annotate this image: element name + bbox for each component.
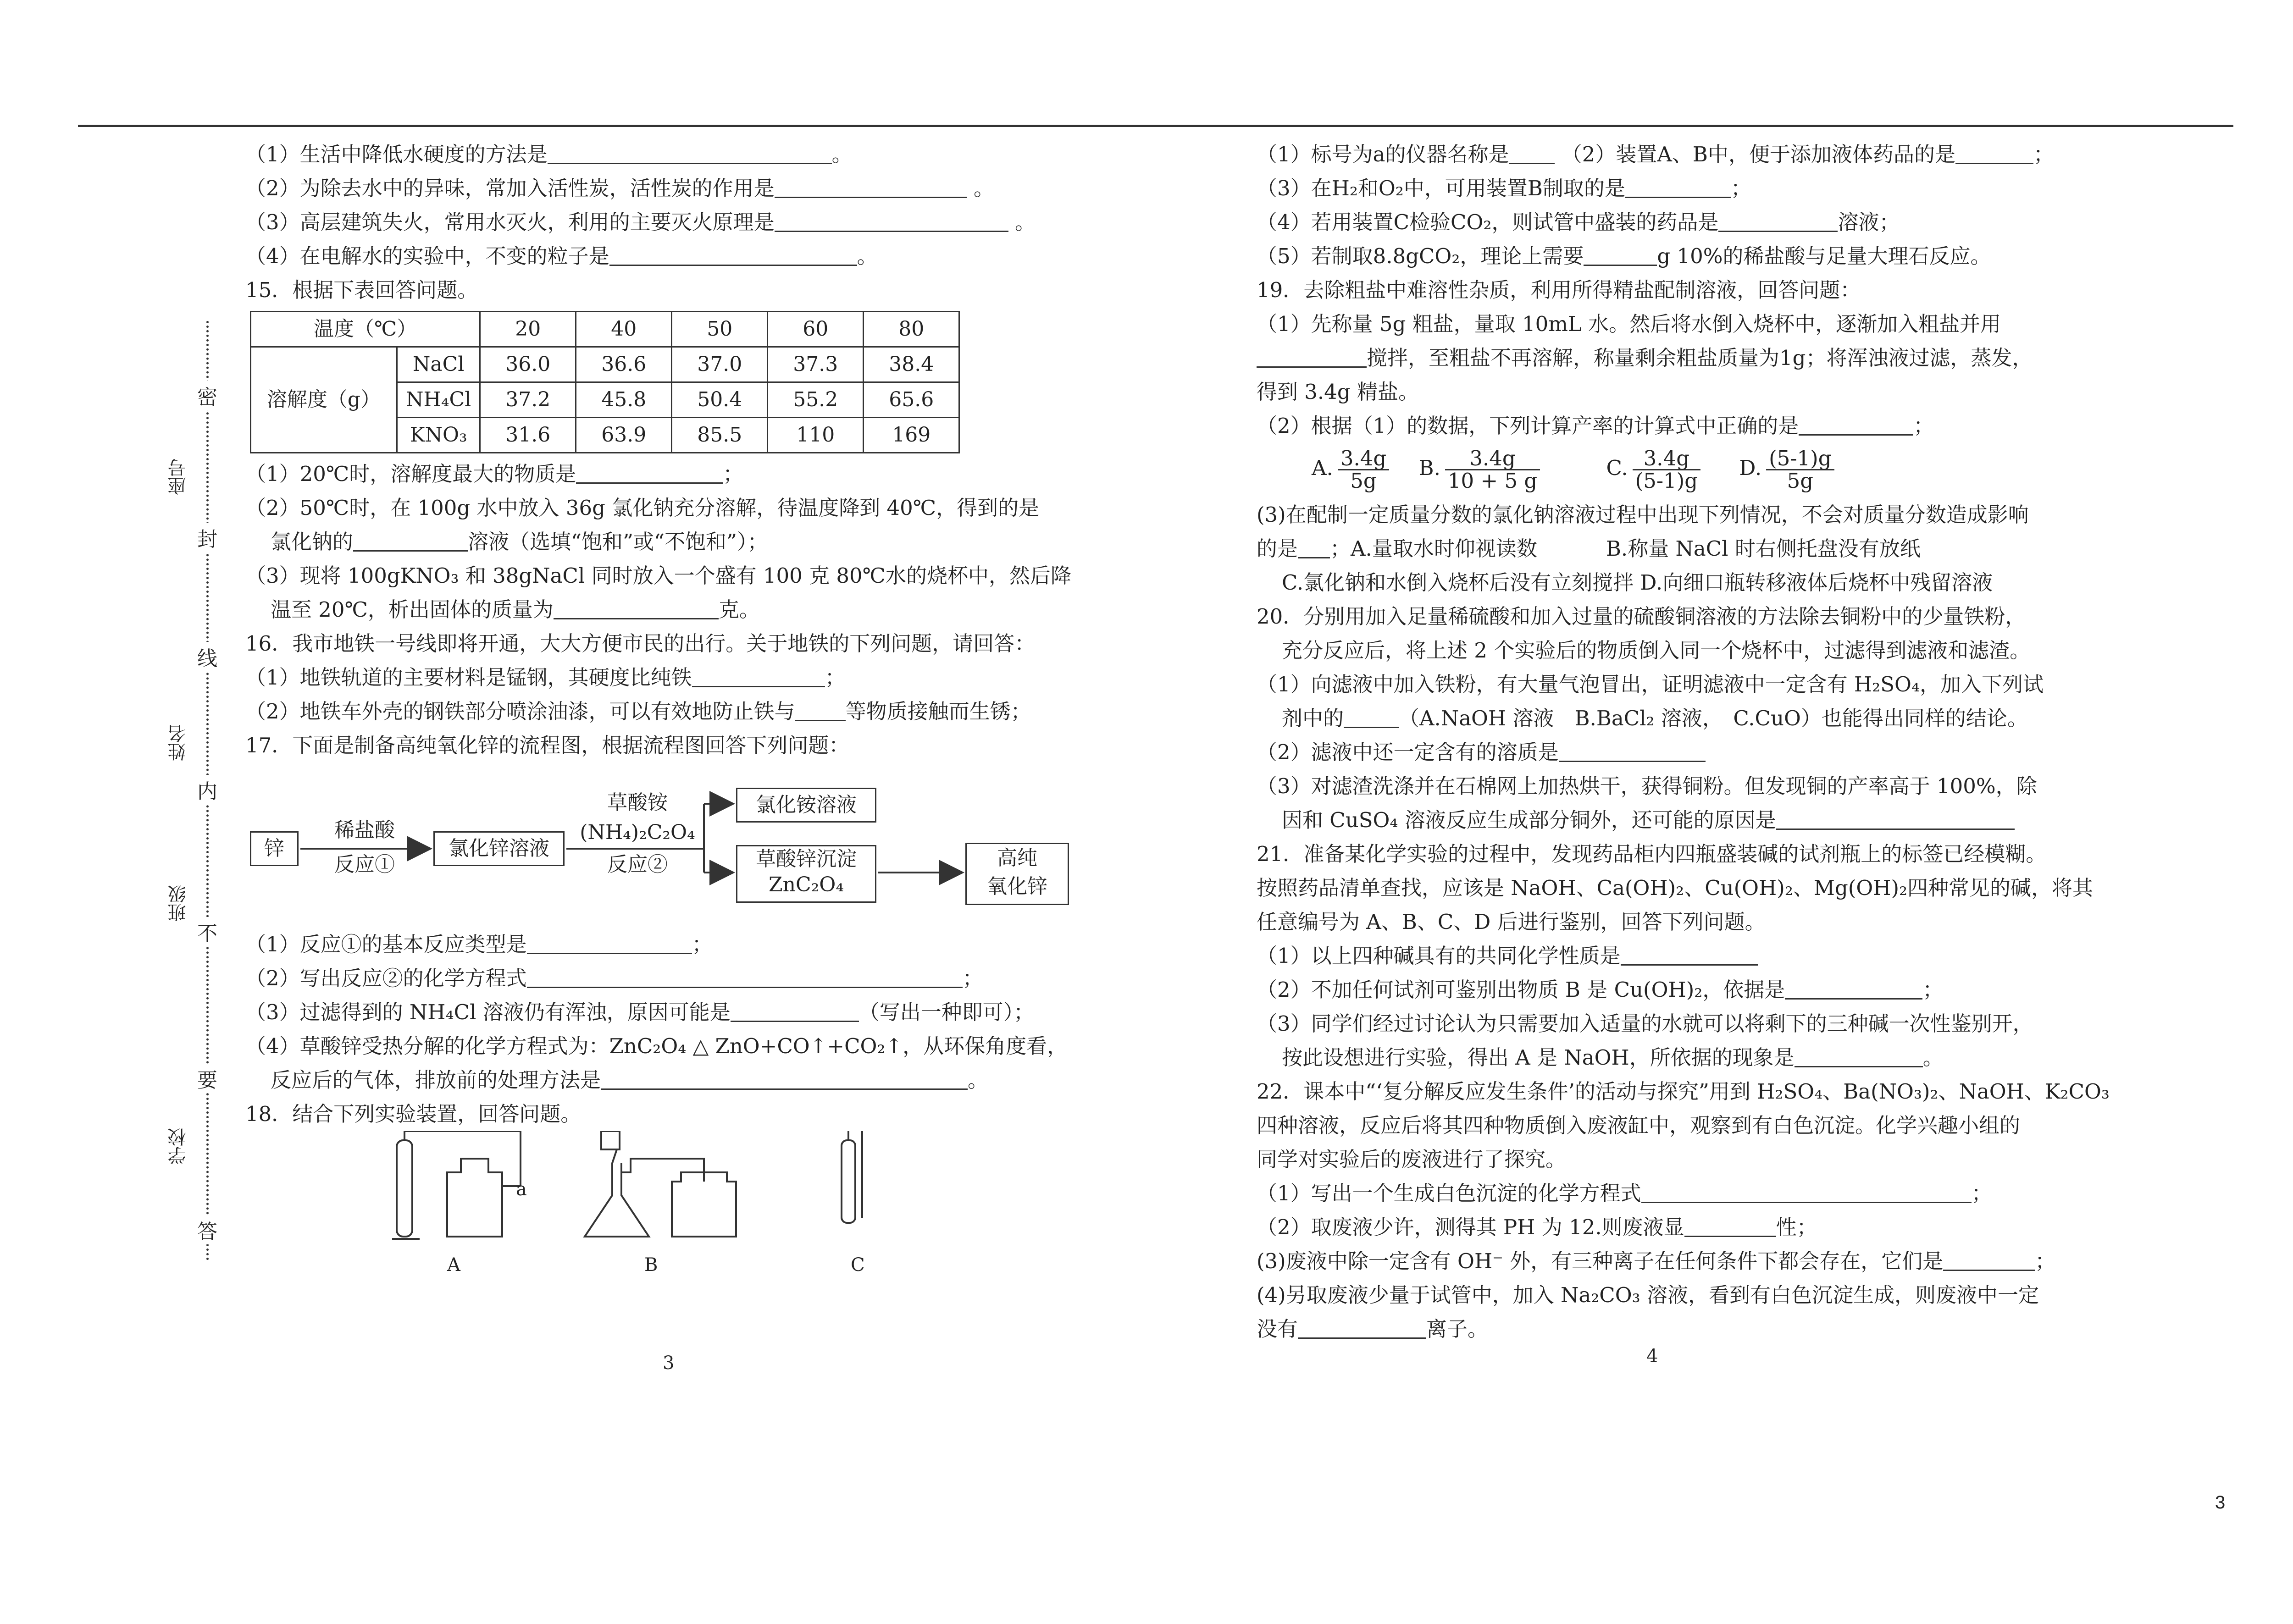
answer-blank[interactable] (1298, 533, 1330, 558)
reaction1-label: 反应① (334, 853, 395, 876)
answer-blank[interactable] (1298, 1314, 1426, 1339)
apparatus-figure (245, 1131, 1126, 1276)
question-line: （2）50℃时，在 100g 水中放入 36g 氯化钠充分溶解，待温度降到 40℃，得到的是 (245, 496, 1040, 520)
question-line: （3）高层建筑失火，常用水灭火，利用的主要灭火原理是 。 (245, 205, 1126, 239)
seal-word: 答 (197, 1215, 217, 1244)
question-line: 温至 20℃，析出固体的质量为 克。 (245, 593, 1126, 627)
seal-word: 要 (197, 1064, 217, 1093)
question-line: 氯化钠的 溶液（选填“饱和”或“不饱和”）； (245, 525, 1126, 559)
question-line: （1）生活中降低水硬度的方法是 。 (245, 138, 1126, 171)
zno-line2: 氧化锌 (987, 875, 1047, 898)
seal-word: 密 (197, 381, 217, 410)
value-cell: 65.6 (864, 382, 959, 418)
question-line: （2）滤液中还一定含有的溶质是 (1257, 735, 2155, 769)
answer-blank[interactable] (353, 526, 468, 552)
flowchart (245, 767, 1126, 923)
answer-blank[interactable] (609, 241, 857, 266)
question-line: （2）为除去水中的异味，常加入活性炭，活性炭的作用是 。 (245, 171, 1126, 205)
question-line: (4)另取废液少量于试管中，加入 Na₂CO₃ 溶液，看到有白色沉淀生成，则废液中一定 (1257, 1283, 2039, 1307)
option-c-fraction: $\frac{3.4g}{(5-1)g}$ (1633, 448, 1700, 492)
question-line: 按照药品清单查找，应该是 NaOH、Ca(OH)₂、Cu(OH)₂、Mg(OH)₂四种常见的碱，将其 (1257, 876, 2094, 900)
value-cell: 50.4 (672, 382, 768, 418)
value-cell: 63.9 (576, 418, 672, 453)
question-line: （1）以上四种碱具有的共同化学性质是 (1257, 939, 2155, 973)
option-b-label: B. (1418, 456, 1440, 480)
question-line: (3)在配制一定质量分数的氯化钠溶液过程中出现下列情况，不会对质量分数造成影响 (1257, 503, 2029, 527)
field-class: 班级 (168, 885, 189, 922)
question-line: 按此设想进行实验，得出 A 是 NaOH，所依据的现象是 。 (1257, 1041, 2155, 1075)
question-line: （3）同学们经过讨论认为只需要加入适量的水就可以将剩下的三种碱一次性鉴别开， (1257, 1011, 2033, 1036)
answer-blank[interactable] (1943, 1246, 2035, 1271)
binding-margin (151, 321, 243, 1261)
question-heading: 17．下面是制备高纯氧化锌的流程图，根据流程图回答下列问题： (245, 733, 850, 757)
znc2o4-formula: ZnC₂O₄ (769, 873, 844, 896)
value-cell: 36.0 (480, 347, 576, 382)
left-page (245, 138, 1126, 1276)
answer-blank[interactable] (554, 594, 719, 619)
zncl2-box: 氯化锌溶液 (433, 831, 565, 866)
question-line: C.氯化钠和水倒入烧杯后没有立刻搅拌 D.向细口瓶转移液体后烧杯中残留溶液 (1282, 570, 1993, 595)
value-cell: 110 (768, 418, 864, 453)
zno-line1: 高纯 (997, 846, 1037, 870)
question-line: （1）反应①的基本反应类型是 ； (245, 928, 1126, 961)
temp-cell: 40 (576, 312, 672, 347)
option-d-fraction: $\frac{(5-1)g}{5g}$ (1766, 448, 1834, 492)
label-a-mark: a (516, 1179, 527, 1200)
answer-blank[interactable] (1559, 737, 1706, 762)
temp-cell: 20 (480, 312, 576, 347)
question-heading: 20．分别用加入足量稀硫酸和加入过量的硫酸铜溶液的方法除去铜粉中的少量铁粉， (1257, 604, 2026, 629)
apparatus-b-caption: B (644, 1254, 658, 1276)
question-heading: 19．去除粗盐中难溶性杂质，利用所得精盐配制溶液，回答问题： (1257, 278, 1861, 302)
question-line: （1）向滤液中加入铁粉，有大量气泡冒出，证明滤液中一定含有 H₂SO₄，加入下列试 (1257, 672, 2044, 696)
answer-blank[interactable] (795, 696, 846, 721)
value-cell: 169 (864, 418, 959, 453)
answer-blank[interactable] (527, 963, 963, 988)
header-rule (78, 125, 2233, 127)
value-cell: 55.2 (768, 382, 864, 418)
field-seat: 座号 (168, 458, 189, 495)
question-line: 任意编号为 A、B、C、D 后进行鉴别，回答下列问题。 (1257, 910, 1766, 934)
right-page (1257, 138, 2155, 1346)
question-line: （3）过滤得到的 NH₄Cl 溶液仍有浑浊，原因可能是 （写出一种即可）； (245, 995, 1126, 1029)
value-cell: 38.4 (864, 347, 959, 382)
option-c-label: C. (1606, 456, 1628, 480)
seal-word: 封 (197, 523, 217, 552)
option-d-label: D. (1739, 456, 1762, 480)
answer-blank[interactable] (1641, 1178, 1972, 1203)
question-line: (3)废液中除一定含有 OH⁻ 外，有三种离子在任何条件下都会存在，它们是 ； (1257, 1244, 2155, 1278)
answer-blank[interactable] (1621, 940, 1758, 966)
answer-blank[interactable] (1684, 1212, 1776, 1237)
question-line: （4）若用装置C检验CO₂，则试管中盛装的药品是 溶液； (1257, 205, 2155, 239)
option-a-fraction: $\frac{3.4g}{5g}$ (1338, 448, 1389, 492)
zno-box (965, 843, 1069, 905)
question-heading: 15．根据下表回答问题。 (245, 278, 478, 302)
substance-cell: NH₄Cl (397, 382, 480, 418)
oxalate-formula: (NH₄)₂C₂O₄ (580, 821, 695, 844)
question-line: （5）若制取8.8gCO₂，理论上需要 g 10%的稀盐酸与足量大理石反应。 (1257, 239, 2155, 273)
answer-blank[interactable] (1257, 342, 1367, 368)
substance-cell: KNO₃ (397, 418, 480, 453)
value-cell: 37.2 (480, 382, 576, 418)
answer-blank[interactable] (548, 139, 832, 164)
field-name: 姓名 (168, 724, 189, 761)
question-heading: 21．准备某化学实验的过程中，发现药品柜内四瓶盛装碱的试剂瓶上的标签已经模糊。 (1257, 842, 2047, 866)
oxalate-label: 草酸铵 (607, 791, 668, 814)
acid-label: 稀盐酸 (334, 818, 395, 842)
reaction2-label: 反应② (607, 853, 668, 876)
question-line: 剂中的 （A.NaOH 溶液 B.BaCl₂ 溶液， C.CuO）也能得出同样的结论。 (1257, 702, 2155, 735)
temp-cell: 80 (864, 312, 959, 347)
question-heading: 16．我市地铁一号线即将开通，大大方便市民的出行。关于地铁的下列问题，请回答： (245, 631, 1036, 656)
page-number-left: 3 (663, 1353, 675, 1374)
question-line: （2）根据（1）的数据，下列计算产率的计算式中正确的是 ； (1257, 409, 2155, 443)
question-line: 充分反应后，将上述 2 个实验后的物质倒入同一个烧杯中，过滤得到滤液和滤渣。 (1282, 638, 2031, 663)
question-line: 同学对实验后的废液进行了探究。 (1257, 1147, 1567, 1171)
answer-blank[interactable] (1955, 139, 2033, 164)
apparatus-drawing (383, 1131, 979, 1269)
answer-blank[interactable] (576, 458, 723, 484)
value-cell: 37.3 (768, 347, 864, 382)
solubility-header: 溶解度（g） (251, 347, 397, 453)
answer-blank[interactable] (1776, 805, 2015, 830)
question-line: （1）先称量 5g 粗盐，量取 10mL 水。然后将水倒入烧杯中，逐渐加入粗盐并用 (1257, 312, 2001, 336)
answer-blank[interactable] (1509, 139, 1555, 164)
question-line: （4）在电解水的实验中，不变的粒子是 。 (245, 239, 1126, 273)
solubility-table (250, 311, 960, 453)
question-line: （2）写出反应②的化学方程式 ； (245, 961, 1126, 995)
answer-blank[interactable] (1785, 974, 1922, 1000)
question-line: （4）草酸锌受热分解的化学方程式为：ZnC₂O₄ △ ZnO+CO↑+CO₂↑，从环保角度看， (245, 1034, 1068, 1058)
answer-blank[interactable] (1344, 703, 1399, 728)
seal-word: 内 (197, 775, 217, 804)
apparatus-c-caption: C (851, 1254, 865, 1276)
znc2o4-box (736, 845, 876, 903)
question-line: （2）取废液少许，测得其 PH 为 12.则废液显 性； (1257, 1210, 2155, 1244)
option-a-label: A. (1312, 456, 1333, 480)
question-heading: 22．课本中“‘复分解反应发生条件’的活动与探究”用到 H₂SO₄、Ba(NO₃)₂、NaOH、K₂CO₃ (1257, 1079, 2110, 1104)
question-line: （3）对滤渣洗涤并在石棉网上加热烘干，获得铜粉。但发现铜的产率高于 100%，除 (1257, 774, 2037, 798)
temp-cell: 50 (672, 312, 768, 347)
question-line: 四种溶液，反应后将其四种物质倒入废液缸中，观察到有白色沉淀。化学兴趣小组的 (1257, 1113, 2021, 1138)
answer-blank[interactable] (601, 1065, 968, 1090)
answer-blank[interactable] (775, 207, 1008, 232)
value-cell: 85.5 (672, 418, 768, 453)
answer-blank[interactable] (527, 929, 692, 954)
seal-word: 线 (197, 642, 217, 671)
question-line: （1）20℃时，溶解度最大的物质是 ； (245, 457, 1126, 491)
answer-blank[interactable] (1799, 410, 1913, 436)
temp-cell: 60 (768, 312, 864, 347)
question-line: （2）地铁车外壳的钢铁部分喷涂油漆，可以有效地防止铁与 等物质接触而生锈； (245, 695, 1126, 729)
answer-blank[interactable] (731, 997, 859, 1022)
value-cell: 45.8 (576, 382, 672, 418)
nh4cl-box: 氯化铵溶液 (736, 788, 876, 823)
temp-header: 温度（℃） (251, 312, 480, 347)
sheet-number: 3 (2215, 1492, 2226, 1513)
question-line: （1）标号为a的仪器名称是 （2）装置A、B中，便于添加液体药品的是 ； (1257, 138, 2155, 171)
seal-word: 不 (197, 917, 217, 946)
answer-blank[interactable] (1625, 173, 1731, 198)
value-cell: 31.6 (480, 418, 576, 453)
question-line: （2）不加任何试剂可鉴别出物质 B 是 Cu(OH)₂，依据是 ； (1257, 973, 2155, 1007)
option-b-fraction: $\frac{3.4g}{10 + 5 g}$ (1445, 448, 1540, 492)
page-number-right: 4 (1646, 1346, 1658, 1367)
znc2o4-name: 草酸锌沉淀 (756, 847, 857, 871)
value-cell: 36.6 (576, 347, 672, 382)
question-line: 得到 3.4g 精盐。 (1257, 380, 1419, 404)
question-line: 搅拌，至粗盐不再溶解，称量剩余粗盐质量为1g；将浑浊液过滤，蒸发， (1257, 341, 2155, 375)
answer-blank[interactable] (775, 173, 967, 198)
zinc-box: 锌 (250, 831, 299, 866)
value-cell: 37.0 (672, 347, 768, 382)
question-line: （1）写出一个生成白色沉淀的化学方程式 ； (1257, 1177, 2155, 1210)
fraction-options (1257, 443, 2155, 498)
question-line: （1）地铁轨道的主要材料是锰钢，其硬度比纯铁 ； (245, 661, 1126, 695)
question-line: 因和 CuSO₄ 溶液反应生成部分铜外，还可能的原因是 (1257, 803, 2155, 837)
answer-blank[interactable] (1795, 1042, 1923, 1067)
question-line: 反应后的气体，排放前的处理方法是 。 (245, 1063, 1126, 1097)
answer-blank[interactable] (1584, 241, 1657, 266)
substance-cell: NaCl (397, 347, 480, 382)
question-line: （3）现将 100gKNO₃ 和 38gNaCl 同时放入一个盛有 100 克 80℃水的烧杯中，然后降 (245, 563, 1071, 588)
answer-blank[interactable] (1718, 207, 1838, 232)
question-line: （3）在H₂和O₂中，可用装置B制取的是 ； (1257, 171, 2155, 205)
question-heading: 18．结合下列实验装置，回答问题。 (245, 1102, 582, 1126)
field-school: 学校 (168, 1128, 189, 1165)
question-line: 没有 离子。 (1257, 1312, 2155, 1346)
question-line: 的是 ；A.量取水时仰视读数 B.称量 NaCl 时右侧托盘没有放纸 (1257, 532, 2155, 566)
answer-blank[interactable] (692, 662, 825, 687)
apparatus-a-caption: A (447, 1254, 460, 1276)
